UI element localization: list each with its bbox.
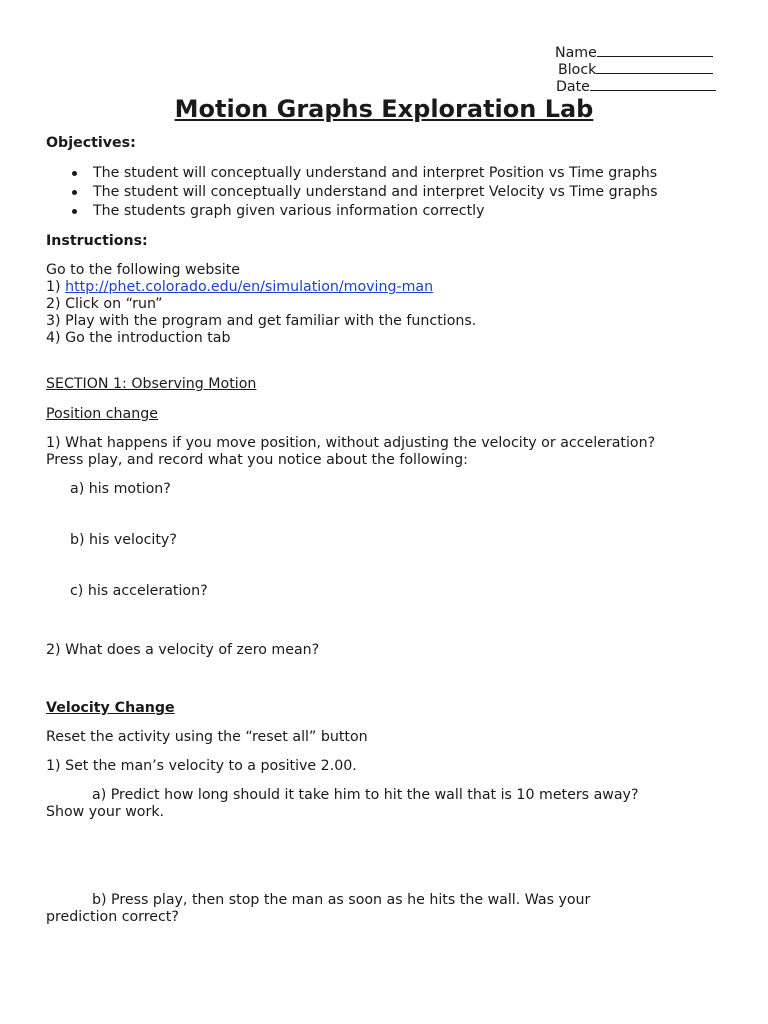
- objective-text: The students graph given various information correctly: [93, 203, 485, 219]
- velocity-sub-a-line-2: Show your work.: [46, 804, 165, 820]
- reset-instruction: Reset the activity using the “reset all” button: [46, 729, 368, 745]
- velocity-change-heading: Velocity Change: [46, 700, 175, 716]
- date-blank-line: [590, 77, 716, 91]
- instruction-step-4: 4) Go the introduction tab: [46, 330, 231, 346]
- step-1-prefix: 1): [46, 279, 66, 295]
- sub-question-b: b) his velocity?: [70, 532, 177, 548]
- bullet-icon: [72, 190, 77, 195]
- name-label: Name: [555, 45, 597, 61]
- instructions-intro: Go to the following website: [46, 262, 240, 278]
- position-question-1-line-1: 1) What happens if you move position, without adjusting the velocity or acceleration?: [46, 435, 656, 451]
- bullet-icon: [72, 171, 77, 176]
- velocity-sub-b-line-2: prediction correct?: [46, 909, 179, 925]
- block-blank-line: [596, 60, 713, 74]
- name-blank-line: [597, 43, 713, 57]
- sub-question-c: c) his acceleration?: [70, 583, 208, 599]
- phet-simulation-link[interactable]: http://phet.colorado.edu/en/simulation/moving-man: [65, 279, 434, 295]
- position-question-1-line-2: Press play, and record what you notice about the following:: [46, 452, 468, 468]
- position-question-2: 2) What does a velocity of zero mean?: [46, 642, 320, 658]
- instruction-step-2: 2) Click on “run”: [46, 296, 163, 312]
- date-label: Date: [556, 79, 590, 95]
- instruction-step-3: 3) Play with the program and get familiar with the functions.: [46, 313, 477, 329]
- instruction-step-1: [46, 279, 433, 296]
- velocity-sub-a-line-1: a) Predict how long should it take him to hit the wall that is 10 meters away?: [92, 787, 639, 803]
- velocity-question-1: 1) Set the man’s velocity to a positive 2.00.: [46, 758, 357, 774]
- objective-text: The student will conceptually understand and interpret Position vs Time graphs: [93, 165, 658, 181]
- page-title: Motion Graphs Exploration Lab: [174, 95, 594, 123]
- position-change-heading: Position change: [46, 406, 158, 422]
- instructions-heading: Instructions:: [46, 233, 148, 249]
- bullet-icon: [72, 209, 77, 214]
- sub-question-a: a) his motion?: [70, 481, 171, 497]
- objectives-heading: Objectives:: [46, 135, 136, 151]
- objective-text: The student will conceptually understand and interpret Velocity vs Time graphs: [93, 184, 658, 200]
- section-1-heading: SECTION 1: Observing Motion: [46, 376, 257, 392]
- block-label: Block: [558, 62, 597, 78]
- velocity-sub-b-line-1: b) Press play, then stop the man as soon as he hits the wall. Was your: [92, 892, 591, 908]
